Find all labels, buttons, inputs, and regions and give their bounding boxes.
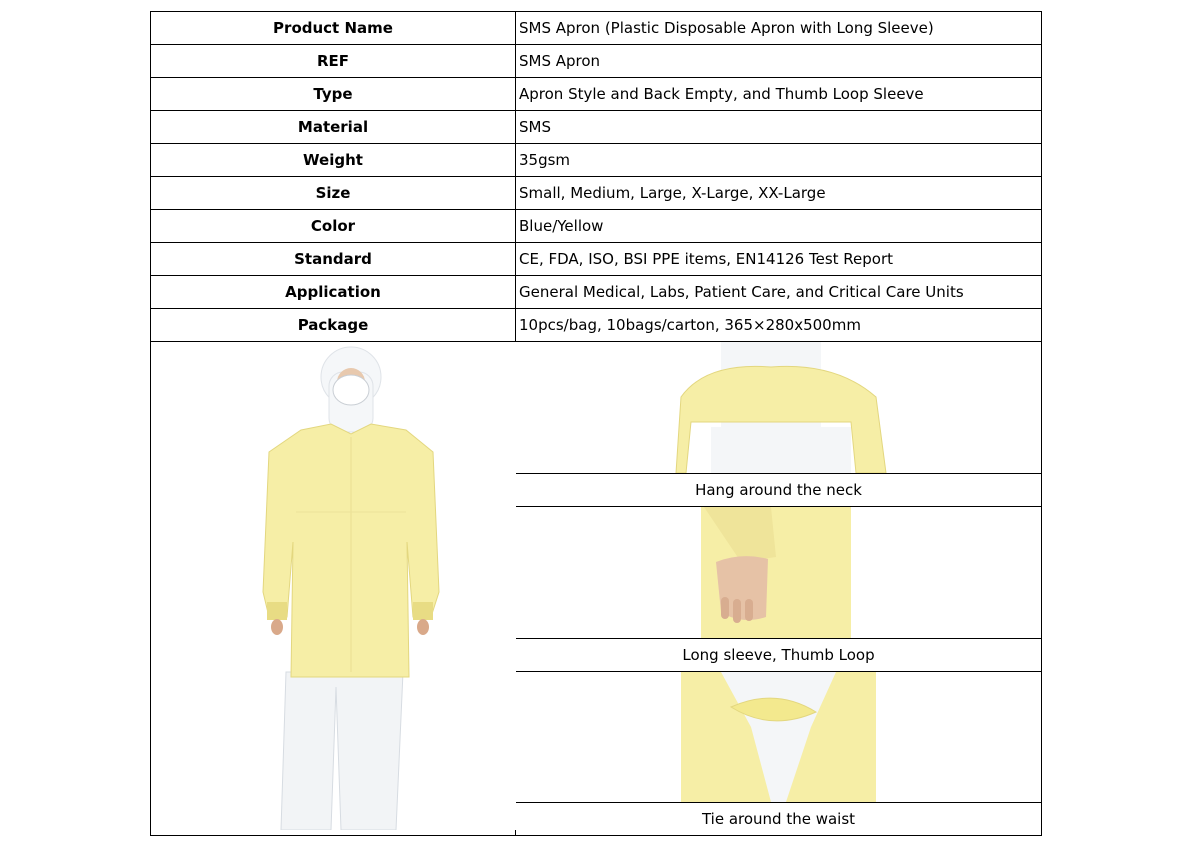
apron-model-illustration xyxy=(151,342,516,830)
spec-label: Application xyxy=(151,276,516,309)
sleeve-detail-illustration xyxy=(516,507,1042,638)
spec-label: Weight xyxy=(151,144,516,177)
detail-caption-sleeve: Long sleeve, Thumb Loop xyxy=(516,639,1042,672)
waist-detail-illustration xyxy=(516,672,1042,802)
spec-row-material xyxy=(151,111,1042,144)
detail-caption-neck: Hang around the neck xyxy=(516,474,1042,507)
spec-row-application xyxy=(151,276,1042,309)
spec-row-color xyxy=(151,210,1042,243)
waist-detail-photo xyxy=(516,672,1042,803)
spec-value: General Medical, Labs, Patient Care, and Critical Care Units xyxy=(516,276,1042,309)
spec-value: SMS Apron xyxy=(516,45,1042,78)
spec-value: Blue/Yellow xyxy=(516,210,1042,243)
spec-label: REF xyxy=(151,45,516,78)
spec-row-ref xyxy=(151,45,1042,78)
spec-value: CE, FDA, ISO, BSI PPE items, EN14126 Test Report xyxy=(516,243,1042,276)
spec-table xyxy=(150,11,1042,836)
spec-row-package xyxy=(151,309,1042,342)
spec-value: Small, Medium, Large, X-Large, XX-Large xyxy=(516,177,1042,210)
neck-detail-photo xyxy=(516,342,1042,474)
spec-label: Size xyxy=(151,177,516,210)
spec-value: 35gsm xyxy=(516,144,1042,177)
spec-value: Apron Style and Back Empty, and Thumb Loop Sleeve xyxy=(516,78,1042,111)
spec-label: Type xyxy=(151,78,516,111)
spec-value: SMS xyxy=(516,111,1042,144)
spec-row-size xyxy=(151,177,1042,210)
spec-label: Product Name xyxy=(151,12,516,45)
spec-label: Package xyxy=(151,309,516,342)
sleeve-detail-photo xyxy=(516,507,1042,639)
spec-row-standard xyxy=(151,243,1042,276)
spec-value: SMS Apron (Plastic Disposable Apron with Long Sleeve) xyxy=(516,12,1042,45)
spec-label: Color xyxy=(151,210,516,243)
spec-row-weight xyxy=(151,144,1042,177)
detail-caption-waist: Tie around the waist xyxy=(516,803,1042,836)
spec-label: Standard xyxy=(151,243,516,276)
spec-label: Material xyxy=(151,111,516,144)
spec-row-type xyxy=(151,78,1042,111)
spec-row-product-name xyxy=(151,12,1042,45)
spec-value: 10pcs/bag, 10bags/carton, 365×280x500mm xyxy=(516,309,1042,342)
full-body-photo xyxy=(151,342,516,836)
neck-detail-illustration xyxy=(516,342,1042,473)
